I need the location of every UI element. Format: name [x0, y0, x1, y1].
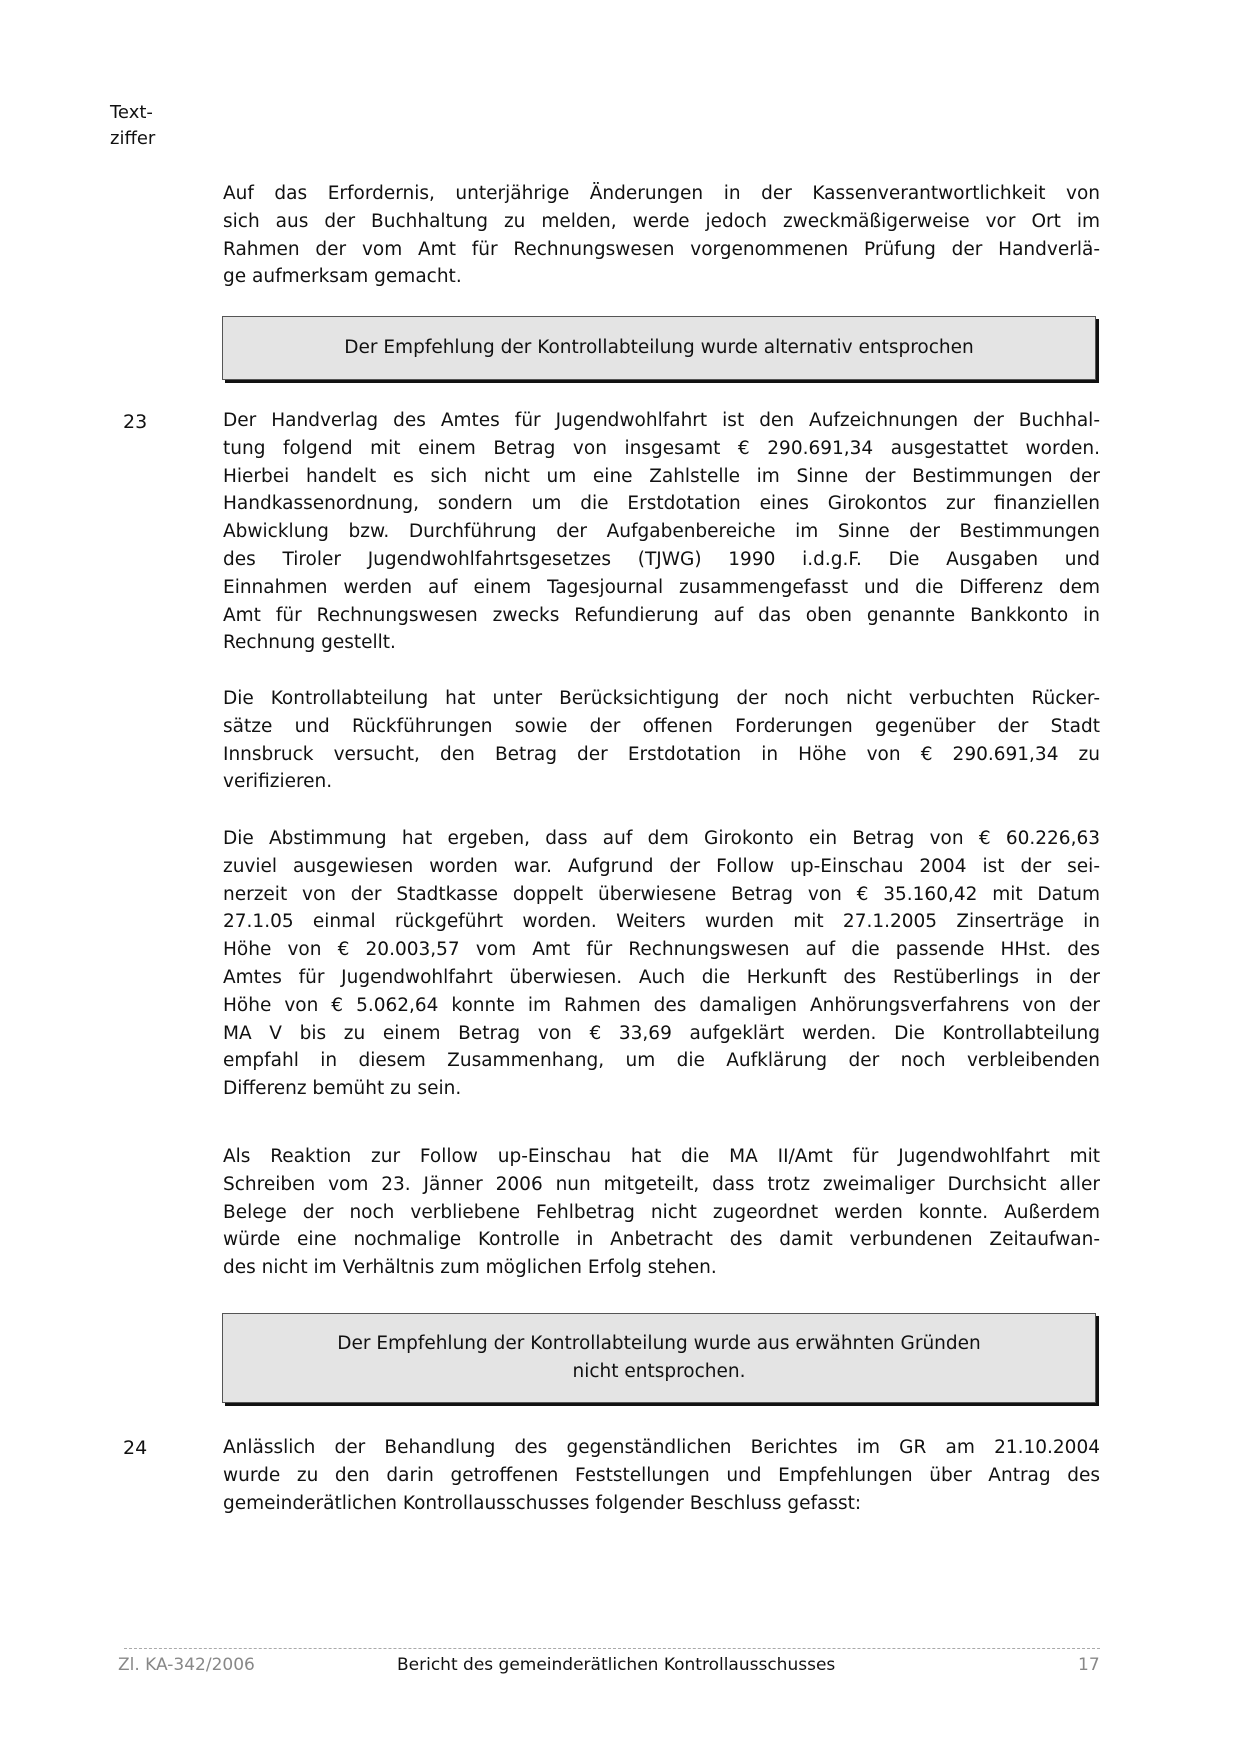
section-number: 24: [123, 1437, 148, 1459]
paragraph: [223, 825, 1100, 1103]
text-line: Höhe von € 20.003,57 vom Amt für Rechnungswesen auf die passende HHst. des: [223, 939, 1100, 961]
text-line: Auf das Erfordernis, unterjährige Änderungen in der Kassenverantwortlichkeit von: [223, 183, 1100, 204]
text-line: nerzeit von der Stadtkasse doppelt überwiesene Betrag von € 35.160,42 mit Datum: [223, 883, 1100, 905]
text-line: 27.1.05 einmal rückgeführt worden. Weiters wurden mit 27.1.2005 Zinserträge in: [223, 911, 1100, 933]
text-line: des Tiroler Jugendwohlfahrtsgesetzes (TJWG) 1990 i.d.g.F. Die Ausgaben und: [223, 548, 1100, 570]
footer-title: Bericht des gemeinderätlichen Kontrollausschusses: [397, 1655, 836, 1675]
page-number: 17: [1078, 1655, 1100, 1675]
text-line: sich aus der Buchhaltung zu melden, werde jedoch zweckmäßigerweise vor Ort im: [223, 210, 1100, 232]
margin-label-line: ziffer: [110, 128, 156, 149]
text-line: Der Handverlag des Amtes für Jugendwohlfahrt ist den Aufzeichnungen der Buchhal-: [223, 410, 1100, 431]
paragraph: [223, 1143, 1100, 1282]
section-number: 23: [123, 411, 148, 433]
paragraph: [223, 1434, 1100, 1517]
text-line: Innsbruck versucht, den Betrag der Erstdotation in Höhe von € 290.691,34 zu: [223, 743, 1100, 765]
footer-divider: [124, 1648, 1100, 1649]
text-line: Die Kontrollabteilung hat unter Berücksichtigung der noch nicht verbuchten Rücker-: [223, 688, 1100, 709]
text-line: des nicht im Verhältnis zum möglichen Erfolg stehen.: [223, 1257, 717, 1279]
recommendation-box: [222, 316, 1096, 380]
text-line: Rahmen der vom Amt für Rechnungswesen vorgenommenen Prüfung der Handverlä-: [223, 238, 1100, 260]
text-line: ge aufmerksam gemacht.: [223, 266, 462, 288]
paragraph: [223, 685, 1100, 796]
paragraph: [223, 407, 1100, 657]
text-line: Schreiben vom 23. Jänner 2006 nun mitgeteilt, dass trotz zweimaliger Durchsicht aller: [223, 1173, 1100, 1195]
text-line: verifizieren.: [223, 771, 333, 793]
margin-label: [110, 100, 155, 152]
text-line: Anlässlich der Behandlung des gegenständlichen Berichtes im GR am 21.10.2004: [223, 1437, 1100, 1458]
box-text-line: nicht entsprochen.: [572, 1361, 746, 1382]
text-line: Abwicklung bzw. Durchführung der Aufgabenbereiche im Sinne der Bestimmungen: [223, 521, 1100, 543]
text-line: Rechnung gestellt.: [223, 632, 396, 654]
text-line: Belege der noch verbliebene Fehlbetrag nicht zugeordnet werden konnte. Außerdem: [223, 1201, 1100, 1223]
text-line: Höhe von € 5.062,64 konnte im Rahmen des damaligen Anhörungsverfahrens von der: [223, 994, 1100, 1016]
text-line: Die Abstimmung hat ergeben, dass auf dem Girokonto ein Betrag von € 60.226,63: [223, 828, 1100, 849]
text-line: MA V bis zu einem Betrag von € 33,69 aufgeklärt werden. Die Kontrollabteilung: [223, 1022, 1100, 1044]
text-line: Handkassenordnung, sondern um die Erstdotation eines Girokontos zur finanziellen: [223, 493, 1100, 515]
text-line: Differenz bemüht zu sein.: [223, 1078, 462, 1100]
text-line: tung folgend mit einem Betrag von insgesamt € 290.691,34 ausgestattet worden.: [223, 437, 1100, 459]
margin-label-line: Text-: [110, 102, 153, 123]
text-line: empfahl in diesem Zusammenhang, um die Aufklärung der noch verbleibenden: [223, 1050, 1100, 1072]
text-line: gemeinderätlichen Kontrollausschusses folgender Beschluss gefasst:: [223, 1492, 862, 1514]
text-line: wurde zu den darin getroffenen Feststellungen und Empfehlungen über Antrag des: [223, 1464, 1100, 1486]
text-line: Als Reaktion zur Follow up-Einschau hat die MA II/Amt für Jugendwohlfahrt mit: [223, 1146, 1100, 1167]
text-line: Einnahmen werden auf einem Tagesjournal zusammengefasst und die Differenz dem: [223, 576, 1100, 598]
text-line: würde eine nochmalige Kontrolle in Anbetracht des damit verbundenen Zeitaufwan-: [223, 1229, 1100, 1251]
recommendation-box: [222, 1313, 1096, 1403]
text-line: Hierbei handelt es sich nicht um eine Zahlstelle im Sinne der Bestimmungen der: [223, 465, 1100, 487]
text-line: Amtes für Jugendwohlfahrt überwiesen. Auch die Herkunft des Restüberlings in der: [223, 966, 1100, 988]
box-text-line: Der Empfehlung der Kontrollabteilung wurde aus erwähnten Gründen: [337, 1333, 981, 1354]
text-line: zuviel ausgewiesen worden war. Aufgrund der Follow up-Einschau 2004 ist der sei-: [223, 855, 1100, 877]
text-line: sätze und Rückführungen sowie der offenen Forderungen gegenüber der Stadt: [223, 715, 1100, 737]
paragraph: [223, 180, 1100, 291]
box-text-line: Der Empfehlung der Kontrollabteilung wurde alternativ entsprochen: [344, 337, 974, 358]
footer-reference: Zl. KA-342/2006: [118, 1655, 255, 1675]
text-line: Amt für Rechnungswesen zwecks Refundierung auf das oben genannte Bankkonto in: [223, 604, 1100, 626]
